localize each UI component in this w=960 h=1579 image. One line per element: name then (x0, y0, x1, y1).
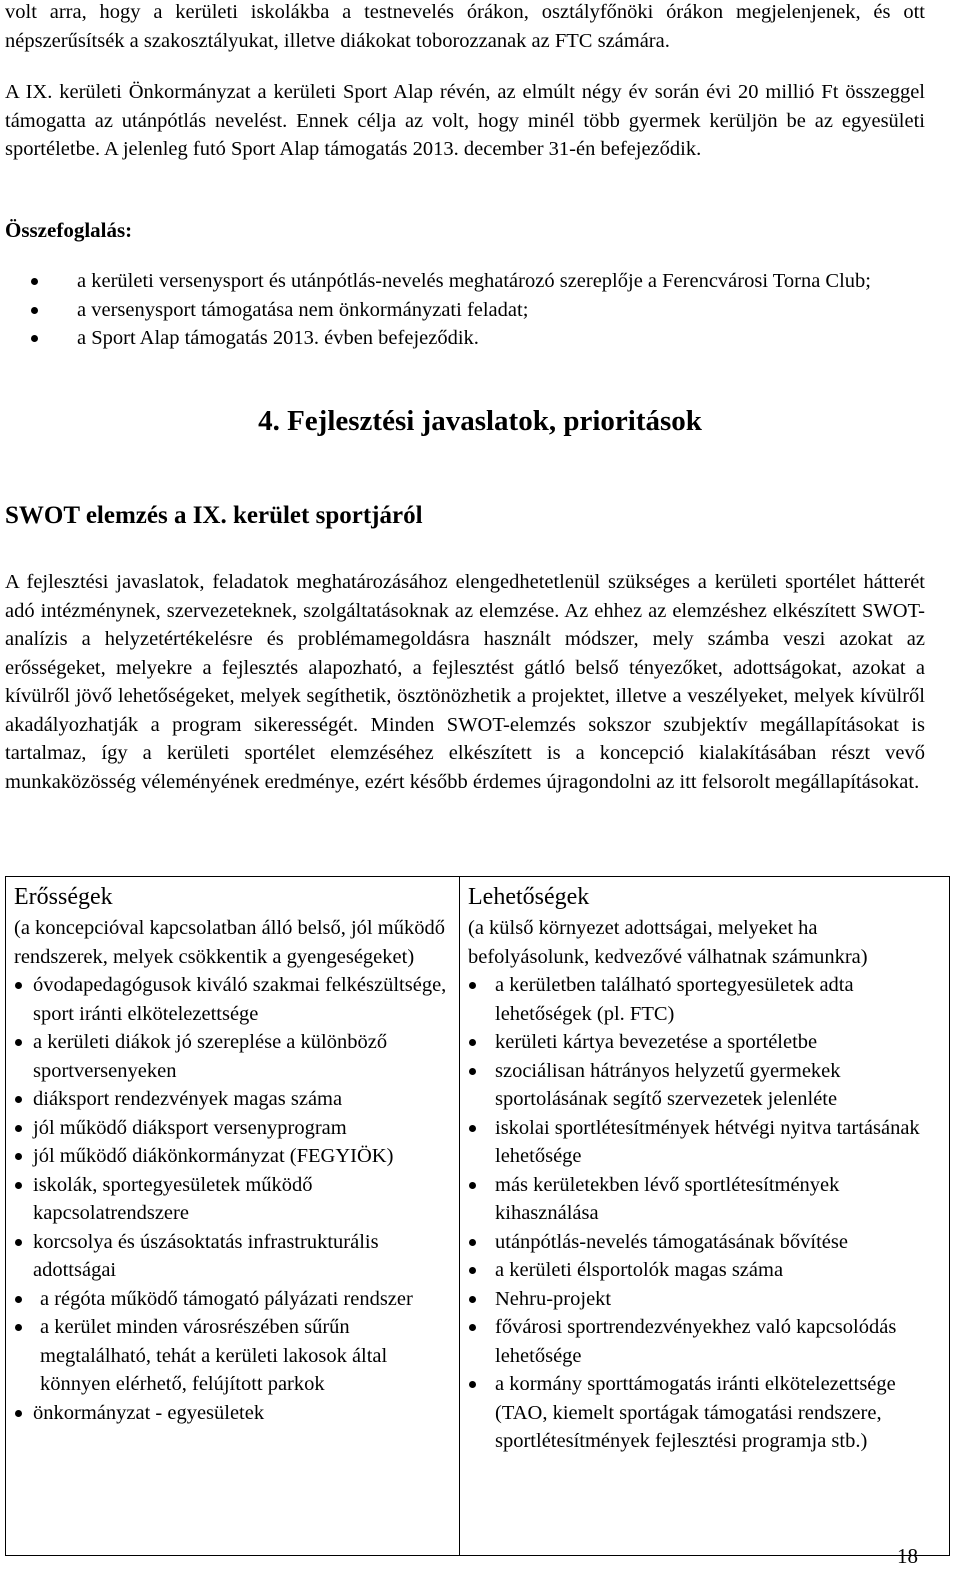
opportunities-title: Lehetőségek (468, 884, 590, 910)
opportunity-item: fővárosi sportrendezvényekhez való kapcsolódás lehetősége (468, 1313, 941, 1370)
strength-item: iskolák, sportegyesületek működő kapcsolatrendszere (14, 1171, 451, 1228)
summary-item: a versenysport támogatása nem önkormányzati feladat; (5, 296, 925, 325)
opportunity-item: iskolai sportlétesítmények hétvégi nyitva tartásának lehetősége (468, 1114, 941, 1171)
summary-item: a kerületi versenysport és utánpótlás-nevelés meghatározó szereplője a Ferencvárosi Torna Club; (5, 267, 925, 296)
strengths-subtitle: (a koncepcióval kapcsolatban álló belső, jól működő rendszerek, melyek csökkentik a gyengeségeket) (14, 917, 445, 968)
opportunity-item: a kormány sporttámogatás iránti elkötelezettsége (TAO, kiemelt sportágak támogatási rendszere, sportlétesítmények fejlesztési programja stb.) (468, 1370, 941, 1456)
opportunities-list (468, 971, 941, 1456)
opportunity-item: a kerületben található sportegyesületek adta lehetőségek (pl. FTC) (468, 971, 941, 1028)
opportunity-item: más kerületekben lévő sportlétesítmények kihasználása (468, 1171, 941, 1228)
summary-heading: Összefoglalás: (5, 218, 133, 242)
swot-title: SWOT elemzés a IX. kerület sportjáról (5, 502, 423, 529)
summary-item: a Sport Alap támogatás 2013. évben befejeződik. (5, 324, 925, 353)
strength-item: a régóta működő támogató pályázati rendszer (14, 1285, 451, 1314)
summary-list (5, 267, 925, 353)
swot-table (5, 876, 950, 1556)
strength-item: a kerület minden városrészében sűrűn megtalálható, tehát a kerületi lakosok által könnyen elérhető, felújított parkok (14, 1313, 451, 1399)
swot-intro-paragraph: A fejlesztési javaslatok, feladatok meghatározásához elengedhetetlenül szükséges a kerületi sportélet hátterét adó intézménynek, szervezeteknek, szolgáltatásoknak az elemzése. Az ehhez az elemzéshez elkészített SWOT-analízis a helyzetértékelésre és problémamegoldásra használt módszer, mely számba veszi azokat az erősségeket, melyekre a fejlesztés alapozható, a fejlesztést gátló belső tényezőket, adottságokat, azokat a kívülről jövő lehetőségeket, melyek segíthetik, ösztönözhetik a projektet, illetve a veszélyeket, melyek kívülről akadályozhatják a program sikerességét. Minden SWOT-elemzés sokszor szubjektív megállapításokat is tartalmaz, így a kerületi sportélet elemzéséhez elkészített is a koncepció kialakításában részt vevő munkaközösség véleményének eredménye, ezért később érdemes újragondolni az itt felsorolt megállapításokat. (5, 571, 925, 793)
opportunity-item: Nehru-projekt (468, 1285, 941, 1314)
strength-item: óvodapedagógusok kiváló szakmai felkészültsége, sport iránti elkötelezettsége (14, 971, 451, 1028)
strength-item: jól működő diáksport versenyprogram (14, 1114, 451, 1143)
section-title: 4. Fejlesztési javaslatok, prioritások (258, 405, 702, 437)
sport-alap-paragraph: A IX. kerületi Önkormányzat a kerületi Sport Alap révén, az elmúlt négy év során évi 20 millió Ft összeggel támogatta az utánpótlás nevelést. Ennek célja az volt, hogy minél több gyermek kerüljön be az egyesületi sportéletbe. A jelenleg futó Sport Alap támogatás 2013. december 31-én befejeződik. (5, 81, 925, 160)
opportunities-subtitle: (a külső környezet adottságai, melyeket ha befolyásolunk, kedvezővé válhatnak számunkra) (468, 917, 868, 968)
page-number: 18 (897, 1544, 918, 1568)
strengths-cell (6, 877, 460, 1555)
strengths-list (14, 971, 451, 1427)
strength-item: a kerületi diákok jó szereplése a különböző sportversenyeken (14, 1028, 451, 1085)
intro-paragraph-end: volt arra, hogy a kerületi iskolákba a testnevelés órákon, osztályfőnöki órákon megjelenjenek, és ott népszerűsítsék a szakosztályukat, illetve diákokat toborozzanak az FTC számára. (5, 1, 925, 52)
strength-item: jól működő diákönkormányzat (FEGYIÖK) (14, 1142, 451, 1171)
strength-item: önkormányzat - egyesületek (14, 1399, 451, 1428)
opportunity-item: utánpótlás-nevelés támogatásának bővítése (468, 1228, 941, 1257)
strengths-title: Erősségek (14, 884, 113, 910)
opportunity-item: kerületi kártya bevezetése a sportéletbe (468, 1028, 941, 1057)
opportunity-item: a kerületi élsportolók magas száma (468, 1256, 941, 1285)
strength-item: diáksport rendezvények magas száma (14, 1085, 451, 1114)
opportunity-item: szociálisan hátrányos helyzetű gyermekek sportolásának segítő szervezetek jelenléte (468, 1057, 941, 1114)
opportunities-cell (460, 877, 949, 1555)
strength-item: korcsolya és úszásoktatás infrastrukturális adottságai (14, 1228, 451, 1285)
